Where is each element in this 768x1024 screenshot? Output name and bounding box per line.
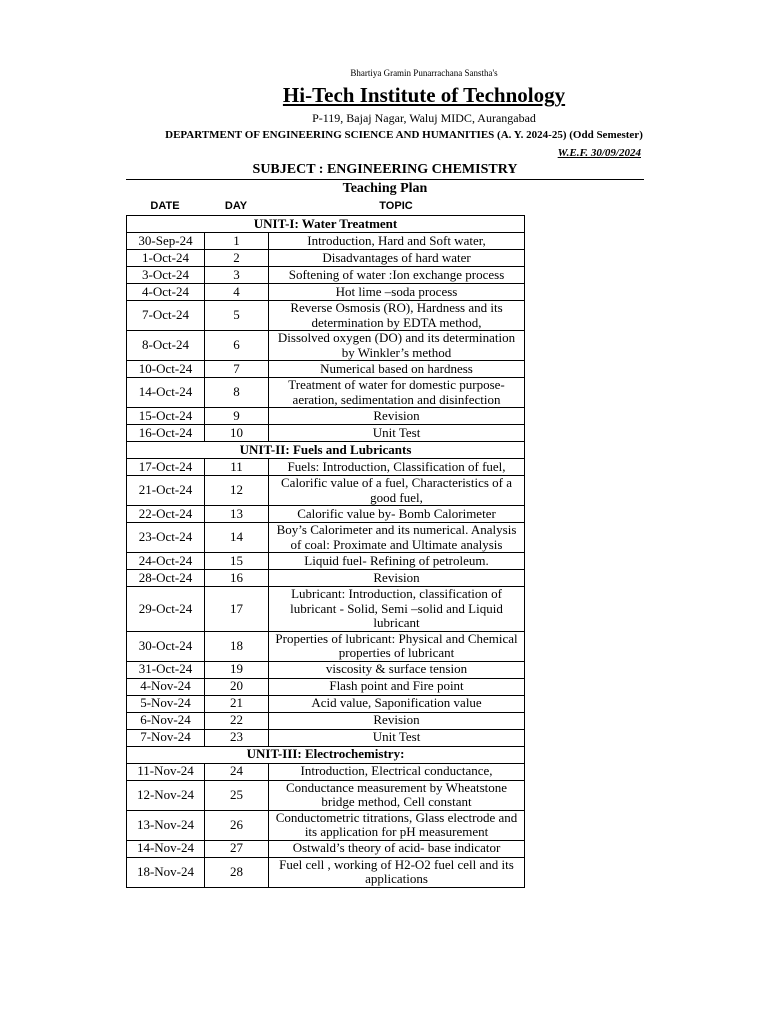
topic-cell: Properties of lubricant: Physical and Chemical properties of lubricant xyxy=(269,631,525,661)
table-row xyxy=(127,587,525,632)
table-row xyxy=(127,763,525,780)
teaching-plan-body xyxy=(127,216,525,888)
topic-cell: Calorific value of a fuel, Characteristics of a good fuel, xyxy=(269,476,525,506)
day-cell: 4 xyxy=(205,284,269,301)
table-row xyxy=(127,284,525,301)
day-column-header: DAY xyxy=(224,200,248,212)
topic-cell: Numerical based on hardness xyxy=(269,361,525,378)
date-cell: 11-Nov-24 xyxy=(127,763,205,780)
date-cell: 30-Sep-24 xyxy=(127,233,205,250)
table-row xyxy=(127,361,525,378)
day-cell: 25 xyxy=(205,780,269,810)
topic-cell: Reverse Osmosis (RO), Hardness and its determination by EDTA method, xyxy=(269,301,525,331)
subject-title: SUBJECT : ENGINEERING CHEMISTRY xyxy=(126,162,644,180)
date-cell: 5-Nov-24 xyxy=(127,695,205,712)
teaching-plan-title: Teaching Plan xyxy=(342,181,428,196)
date-cell: 10-Oct-24 xyxy=(127,361,205,378)
topic-cell: Unit Test xyxy=(269,729,525,746)
topic-cell: Lubricant: Introduction, classification of lubricant - Solid, Semi –solid and Liquid lubricant xyxy=(269,587,525,632)
table-row xyxy=(127,631,525,661)
day-cell: 21 xyxy=(205,695,269,712)
table-row xyxy=(127,570,525,587)
topic-cell: Revision xyxy=(269,408,525,425)
topic-cell: Revision xyxy=(269,712,525,729)
topic-cell: Introduction, Hard and Soft water, xyxy=(269,233,525,250)
day-cell: 11 xyxy=(205,459,269,476)
day-cell: 14 xyxy=(205,523,269,553)
department-line: DEPARTMENT OF ENGINEERING SCIENCE AND HUMANITIES (A. Y. 2024-25) (Odd Semester) xyxy=(165,129,643,141)
unit-title: UNIT-I: Water Treatment xyxy=(127,216,525,233)
date-cell: 24-Oct-24 xyxy=(127,553,205,570)
topic-cell: Softening of water :Ion exchange process xyxy=(269,267,525,284)
date-column-header: DATE xyxy=(150,200,180,212)
table-row xyxy=(127,476,525,506)
table-row xyxy=(127,233,525,250)
topic-cell: viscosity & surface tension xyxy=(269,661,525,678)
column-headers xyxy=(126,200,524,215)
day-cell: 1 xyxy=(205,233,269,250)
topic-cell: Treatment of water for domestic purpose- aeration, sedimentation and disinfection xyxy=(269,378,525,408)
table-row xyxy=(127,459,525,476)
date-cell: 22-Oct-24 xyxy=(127,506,205,523)
date-cell: 7-Oct-24 xyxy=(127,301,205,331)
day-cell: 12 xyxy=(205,476,269,506)
table-row xyxy=(127,378,525,408)
day-cell: 8 xyxy=(205,378,269,408)
topic-cell: Conductometric titrations, Glass electrode and its application for pH measurement xyxy=(269,810,525,840)
table-row xyxy=(127,250,525,267)
topic-cell: Flash point and Fire point xyxy=(269,678,525,695)
unit-header-row xyxy=(127,746,525,763)
date-cell: 18-Nov-24 xyxy=(127,857,205,887)
day-cell: 22 xyxy=(205,712,269,729)
date-cell: 12-Nov-24 xyxy=(127,780,205,810)
day-cell: 27 xyxy=(205,840,269,857)
day-cell: 2 xyxy=(205,250,269,267)
table-row xyxy=(127,331,525,361)
date-cell: 8-Oct-24 xyxy=(127,331,205,361)
institute-title: Hi-Tech Institute of Technology xyxy=(282,83,566,107)
topic-cell: Fuel cell , working of H2-O2 fuel cell and its applications xyxy=(269,857,525,887)
topic-cell: Dissolved oxygen (DO) and its determination by Winkler’s method xyxy=(269,331,525,361)
day-cell: 19 xyxy=(205,661,269,678)
date-cell: 14-Oct-24 xyxy=(127,378,205,408)
day-cell: 15 xyxy=(205,553,269,570)
topic-cell: Boy’s Calorimeter and its numerical. Analysis of coal: Proximate and Ultimate analysis xyxy=(269,523,525,553)
date-cell: 14-Nov-24 xyxy=(127,840,205,857)
date-cell: 29-Oct-24 xyxy=(127,587,205,632)
date-cell: 23-Oct-24 xyxy=(127,523,205,553)
date-cell: 31-Oct-24 xyxy=(127,661,205,678)
unit-header-row xyxy=(127,442,525,459)
table-row xyxy=(127,810,525,840)
table-row xyxy=(127,408,525,425)
day-cell: 23 xyxy=(205,729,269,746)
day-cell: 3 xyxy=(205,267,269,284)
date-cell: 7-Nov-24 xyxy=(127,729,205,746)
table-row xyxy=(127,553,525,570)
day-cell: 6 xyxy=(205,331,269,361)
day-cell: 28 xyxy=(205,857,269,887)
effective-date: W.E.F. 30/09/2024 xyxy=(557,147,641,159)
table-row xyxy=(127,840,525,857)
table-row xyxy=(127,780,525,810)
topic-cell: Disadvantages of hard water xyxy=(269,250,525,267)
unit-header-row xyxy=(127,216,525,233)
date-cell: 4-Nov-24 xyxy=(127,678,205,695)
topic-cell: Unit Test xyxy=(269,425,525,442)
date-cell: 16-Oct-24 xyxy=(127,425,205,442)
day-cell: 26 xyxy=(205,810,269,840)
topic-column-header: TOPIC xyxy=(379,200,413,212)
unit-title: UNIT-III: Electrochemistry: xyxy=(127,746,525,763)
day-cell: 20 xyxy=(205,678,269,695)
day-cell: 16 xyxy=(205,570,269,587)
table-row xyxy=(127,506,525,523)
day-cell: 18 xyxy=(205,631,269,661)
topic-cell: Acid value, Saponification value xyxy=(269,695,525,712)
topic-cell: Conductance measurement by Wheatstone bridge method, Cell constant xyxy=(269,780,525,810)
day-cell: 13 xyxy=(205,506,269,523)
table-row xyxy=(127,857,525,887)
topic-cell: Liquid fuel- Refining of petroleum. xyxy=(269,553,525,570)
topic-cell: Ostwald’s theory of acid- base indicator xyxy=(269,840,525,857)
date-cell: 1-Oct-24 xyxy=(127,250,205,267)
topic-cell: Calorific value by- Bomb Calorimeter xyxy=(269,506,525,523)
table-row xyxy=(127,267,525,284)
date-cell: 17-Oct-24 xyxy=(127,459,205,476)
day-cell: 24 xyxy=(205,763,269,780)
day-cell: 17 xyxy=(205,587,269,632)
date-cell: 28-Oct-24 xyxy=(127,570,205,587)
date-cell: 13-Nov-24 xyxy=(127,810,205,840)
table-row xyxy=(127,712,525,729)
day-cell: 5 xyxy=(205,301,269,331)
topic-cell: Introduction, Electrical conductance, xyxy=(269,763,525,780)
table-row xyxy=(127,678,525,695)
topic-cell: Hot lime –soda process xyxy=(269,284,525,301)
date-cell: 21-Oct-24 xyxy=(127,476,205,506)
table-row xyxy=(127,695,525,712)
organization-name: Bhartiya Gramin Punarrachana Sanstha's xyxy=(350,68,498,78)
date-cell: 4-Oct-24 xyxy=(127,284,205,301)
unit-title: UNIT-II: Fuels and Lubricants xyxy=(127,442,525,459)
institute-address: P-119, Bajaj Nagar, Waluj MIDC, Aurangabad xyxy=(312,111,536,125)
table-row xyxy=(127,301,525,331)
day-cell: 7 xyxy=(205,361,269,378)
table-row xyxy=(127,661,525,678)
date-cell: 3-Oct-24 xyxy=(127,267,205,284)
date-cell: 15-Oct-24 xyxy=(127,408,205,425)
table-row xyxy=(127,523,525,553)
day-cell: 10 xyxy=(205,425,269,442)
topic-cell: Revision xyxy=(269,570,525,587)
date-cell: 30-Oct-24 xyxy=(127,631,205,661)
topic-cell: Fuels: Introduction, Classification of fuel, xyxy=(269,459,525,476)
date-cell: 6-Nov-24 xyxy=(127,712,205,729)
table-row xyxy=(127,425,525,442)
teaching-plan-table xyxy=(126,215,525,888)
day-cell: 9 xyxy=(205,408,269,425)
table-row xyxy=(127,729,525,746)
